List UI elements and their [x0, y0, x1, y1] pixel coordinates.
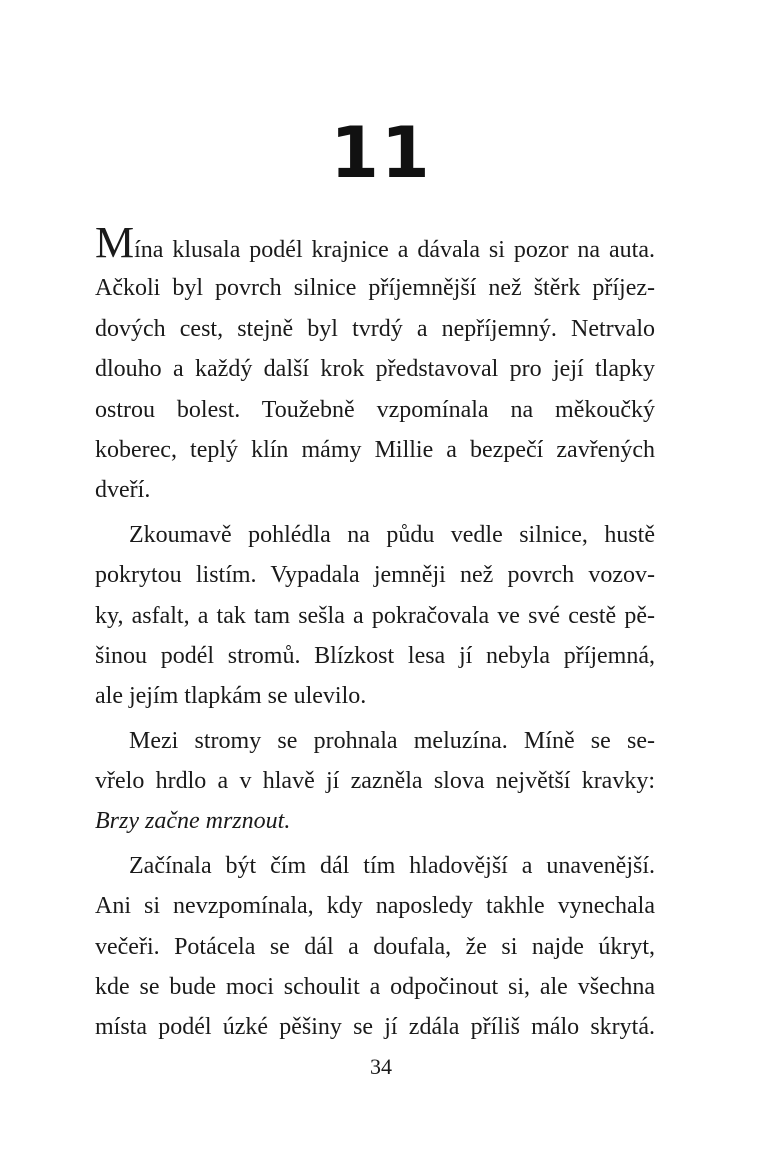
paragraph	[95, 218, 655, 511]
body-text	[95, 218, 655, 1048]
chapter-number: 11	[330, 112, 432, 194]
text-line: ale jejím tlapkám se ulevilo.	[95, 683, 367, 710]
text-line: pokrytou listím. Vypadala jemněji než povrch vozov-	[95, 562, 655, 589]
text-line: večeři. Potácela se dál a doufala, že si najde úkryt,	[95, 933, 655, 960]
text-line: Zkoumavě pohlédla na půdu vedle silnice, hustě	[129, 521, 655, 548]
text-line: místa podél úzké pěšiny se jí zdála příliš málo skrytá.	[95, 1014, 655, 1041]
text-line: dových cest, stejně byl tvrdý a nepříjemný. Netrvalo	[95, 315, 655, 342]
paragraph	[95, 721, 655, 842]
drop-cap: M	[95, 218, 135, 267]
text-line: Ačkoli byl povrch silnice příjemnější než štěrk příjez-	[95, 275, 655, 302]
text-line: kde se bude moci schoulit a odpočinout si, ale všechna	[95, 974, 655, 1001]
text-line: dveří.	[95, 477, 151, 504]
text-line: Brzy začne mrznout.	[95, 808, 291, 835]
text-line: ostrou bolest. Toužebně vzpomínala na měkoučký	[95, 396, 655, 423]
text-line: šinou podél stromů. Blízkost lesa jí nebyla příjemná,	[95, 642, 655, 669]
paragraph	[95, 846, 655, 1048]
text-line: koberec, teplý klín mámy Millie a bezpečí zavřených	[95, 436, 655, 463]
text-line: Mezi stromy se prohnala meluzína. Míně se se-	[129, 727, 655, 754]
page-number: 34	[370, 1054, 392, 1079]
text-line: Mína klusala podél krajnice a dávala si pozor na auta.	[95, 218, 655, 267]
text-line: vřelo hrdlo a v hlavě jí zazněla slova největší kravky:	[95, 768, 655, 795]
text-line: Začínala být čím dál tím hladovější a unavenější.	[129, 852, 655, 879]
paragraph	[95, 515, 655, 717]
text-line: dlouho a každý další krok představoval pro její tlapky	[95, 356, 655, 383]
text-line: ky, asfalt, a tak tam sešla a pokračovala ve své cestě pě-	[95, 602, 655, 629]
text-line: Ani si nevzpomínala, kdy naposledy takhle vynechala	[95, 893, 655, 920]
